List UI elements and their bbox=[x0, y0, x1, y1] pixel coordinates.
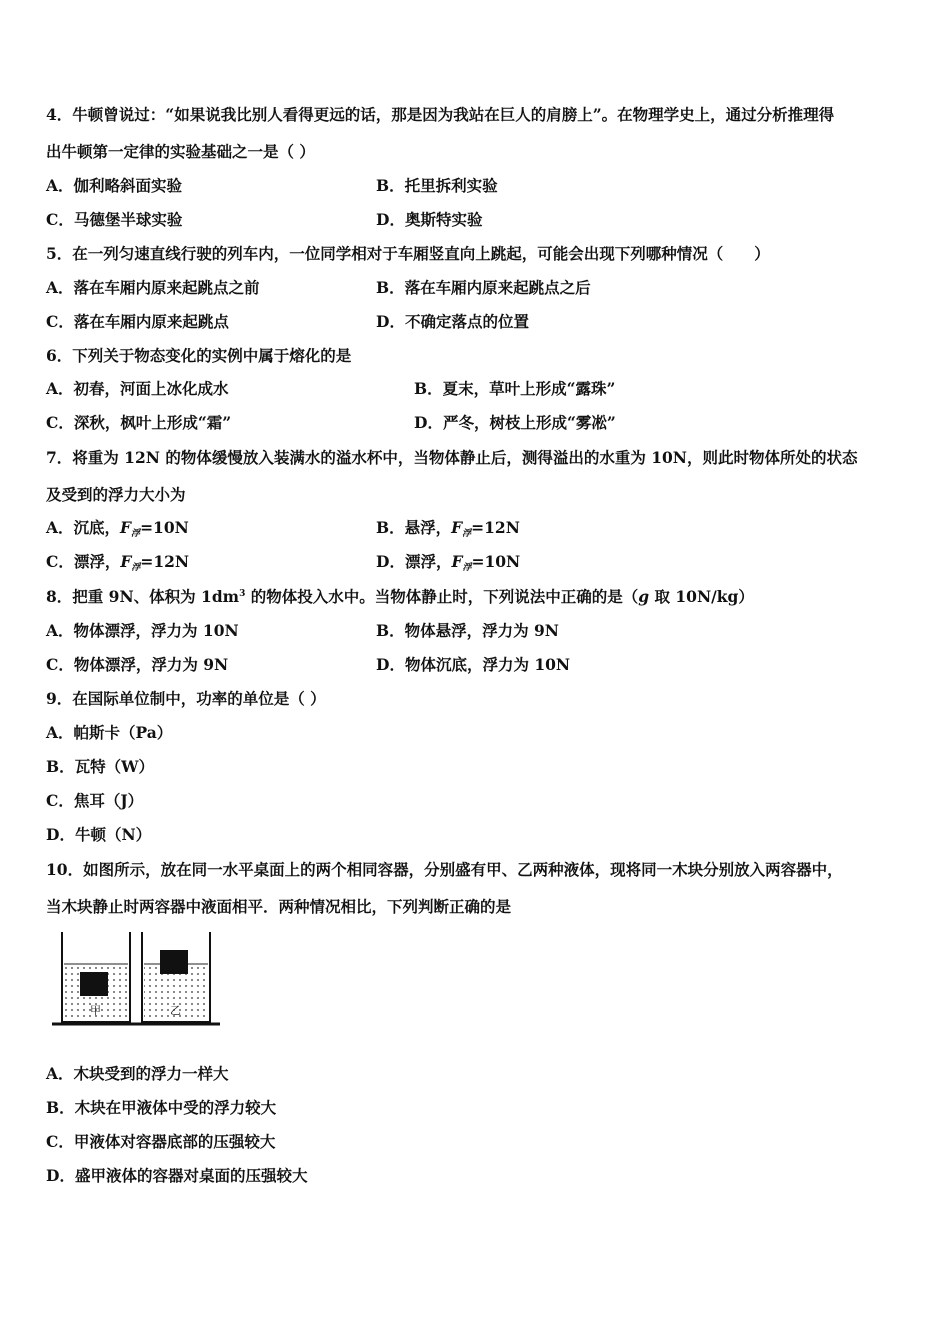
q4-option-d: D．奥斯特实验 bbox=[376, 210, 483, 229]
q10-stem-line1: 10．如图所示，放在同一水平桌面上的两个相同容器，分别盛有甲、乙两种液体，现将同一木块分别放入两容器中， bbox=[46, 860, 843, 879]
q4-option-b: B．托里拆利实验 bbox=[376, 176, 498, 195]
wooden-block-jia bbox=[80, 972, 108, 996]
force-symbol: F bbox=[120, 518, 132, 537]
q10-option-b: B．木块在甲液体中受的浮力较大 bbox=[46, 1098, 277, 1117]
q8-option-c: C．物体漂浮，浮力为 9N bbox=[46, 655, 229, 674]
q8-option-d: D．物体沉底，浮力为 10N bbox=[376, 655, 571, 674]
q7-option-c: C．漂浮，F浮=12N bbox=[46, 552, 190, 573]
q10-option-a: A．木块受到的浮力一样大 bbox=[46, 1064, 229, 1083]
q7-option-b: B．悬浮，F浮=12N bbox=[376, 518, 520, 539]
q8-option-a: A．物体漂浮，浮力为 10N bbox=[46, 621, 239, 640]
q5-option-a: A．落在车厢内原来起跳点之前 bbox=[46, 278, 260, 297]
q9-option-c: C．焦耳（J） bbox=[46, 791, 144, 810]
q7-stem-line1: 7．将重为 12N 的物体缓慢放入装满水的溢水杯中，当物体静止后，测得溢出的水重为 10N，则此时物体所处的状态 bbox=[46, 448, 858, 467]
q7-option-a: A．沉底，F浮=10N bbox=[46, 518, 189, 539]
q7-option-d: D．漂浮，F浮=10N bbox=[376, 552, 521, 573]
force-symbol: F bbox=[451, 552, 463, 571]
q4-option-a: A．伽利略斜面实验 bbox=[46, 176, 183, 195]
force-subscript: 浮 bbox=[131, 563, 141, 573]
q5-stem: 5．在一列匀速直线行驶的列车内，一位同学相对于车厢竖直向上跳起，可能会出现下列哪种情况（ ） bbox=[46, 244, 770, 263]
q5-option-b: B．落在车厢内原来起跳点之后 bbox=[376, 278, 591, 297]
wooden-block-yi bbox=[160, 950, 188, 974]
q6-option-c: C．深秋，枫叶上形成“霜” bbox=[46, 413, 232, 432]
q5-option-d: D．不确定落点的位置 bbox=[376, 312, 529, 331]
q4-option-c: C．马德堡半球实验 bbox=[46, 210, 183, 229]
force-symbol: F bbox=[451, 518, 463, 537]
q4-stem-line2: 出牛顿第一定律的实验基础之一是（ ） bbox=[46, 142, 315, 161]
force-symbol: F bbox=[120, 552, 132, 571]
two-containers-figure bbox=[52, 930, 222, 1034]
q7-stem-line2: 及受到的浮力大小为 bbox=[46, 485, 186, 504]
q9-option-a: A．帕斯卡（Pa） bbox=[46, 723, 173, 742]
q9-option-b: B．瓦特（W） bbox=[46, 757, 155, 776]
q8-option-b: B．物体悬浮，浮力为 9N bbox=[376, 621, 559, 640]
q6-option-a: A．初春，河面上冰化成水 bbox=[46, 379, 229, 398]
force-subscript: 浮 bbox=[131, 529, 141, 539]
q9-option-d: D．牛顿（N） bbox=[46, 825, 152, 844]
force-subscript: 浮 bbox=[462, 529, 472, 539]
label-jia: 甲 bbox=[90, 1004, 101, 1017]
q6-stem: 6．下列关于物态变化的实例中属于熔化的是 bbox=[46, 346, 352, 365]
q4-stem-line1: 4．牛顿曾说过：“如果说我比别人看得更远的话，那是因为我站在巨人的肩膀上”。在物理学史上，通过分析推理得 bbox=[46, 105, 835, 124]
force-subscript: 浮 bbox=[462, 563, 472, 573]
q6-option-b: B．夏末，草叶上形成“露珠” bbox=[414, 379, 616, 398]
q10-option-d: D．盛甲液体的容器对桌面的压强较大 bbox=[46, 1166, 308, 1185]
q9-stem: 9．在国际单位制中，功率的单位是（ ） bbox=[46, 689, 326, 708]
label-yi: 乙 bbox=[170, 1004, 181, 1017]
q8-stem: 8．把重 9N、体积为 $1dm^3$ 的物体投入水中。当物体静止时，下列说法中正确的是（g 取 10N/kg） bbox=[46, 587, 754, 606]
q5-option-c: C．落在车厢内原来起跳点 bbox=[46, 312, 229, 331]
q10-option-c: C．甲液体对容器底部的压强较大 bbox=[46, 1132, 276, 1151]
q10-stem-line2: 当木块静止时两容器中液面相平．两种情况相比，下列判断正确的是 bbox=[46, 897, 512, 916]
q6-option-d: D．严冬，树枝上形成“雾凇” bbox=[414, 413, 616, 432]
